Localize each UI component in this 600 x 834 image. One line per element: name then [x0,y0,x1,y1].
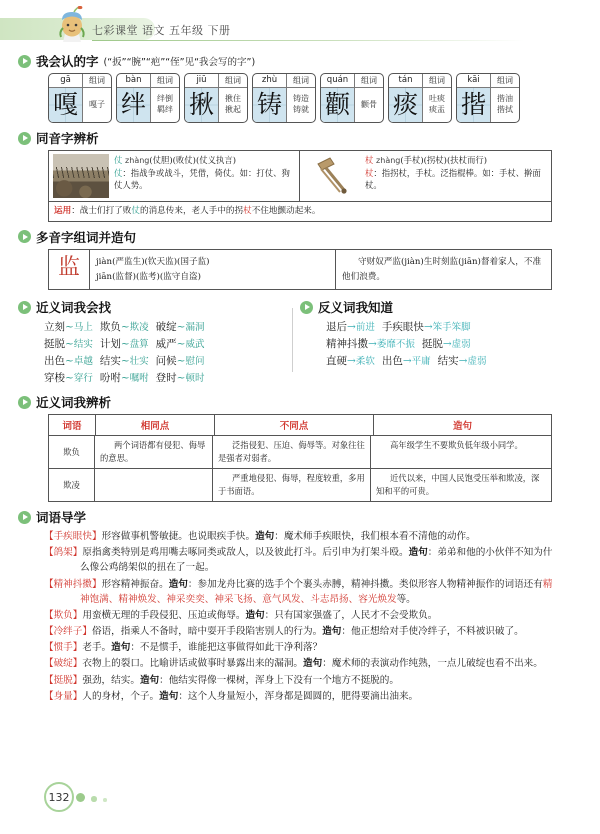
word-a: 退后 [326,321,347,334]
word-b: 壮实 [129,356,149,368]
word-pair [438,353,487,370]
usage-fragment: 不住地颤动起来。 [251,206,321,216]
word-pair [44,336,93,353]
vocabulary-term: 【欺负】 [44,609,83,621]
vocabulary-definition: 人的身材，个子。 [82,690,160,702]
usage-fragment: 杖 [243,206,252,216]
decor-dot-small [103,798,107,802]
character-word: 绊倒 [157,94,173,104]
section-title: 近义词我会找 [36,300,112,316]
section-heading [18,228,600,246]
character-card [116,73,180,123]
word-a: 精神抖擞 [326,338,368,351]
card-character: 铸 [253,88,287,122]
vocabulary-extra-suffix: 等。 [396,593,416,605]
usage-row [49,202,551,221]
word-pair [100,319,149,336]
crutch-photo [304,154,360,198]
vocabulary-sentence: ：魔术师手疾眼快，我们根本看不清他的动作。 [274,531,476,543]
character-card [320,73,384,123]
card-zuci-label: 组词 [89,76,105,85]
vocabulary-entry [44,545,556,575]
card-zuci-label: 组词 [293,76,309,85]
card-zuci-label: 组词 [225,76,241,85]
word-a: 挺脱 [421,338,443,351]
word-b: 威武 [185,339,205,351]
word-pair [100,353,149,370]
card-top [389,74,451,88]
word-a: 手疾眼快 [381,321,424,334]
card-pinyin: zhù [253,74,287,87]
zaoju-label: 造句 [111,642,131,654]
word-pair-line [326,336,586,353]
character-word: 揩油 [497,94,513,104]
section-heading [18,129,600,147]
card-character: 绊 [117,88,151,122]
tilde-connector: ~ [65,338,74,351]
battlefield-photo [53,154,109,198]
word-pair [100,370,149,387]
character-word: 铸就 [293,105,309,114]
vocabulary-definition: 形容做事机警敏捷。也说眼疾手快。 [101,531,256,543]
character-word: 羁绊 [157,105,173,114]
card-pinyin: jiū [185,74,219,87]
character-card-row [48,73,600,123]
word-b: 穿行 [73,373,93,385]
homophone-cell-right [300,151,551,201]
vocabulary-list [44,529,556,704]
character-word: 嘎子 [89,99,105,109]
vocabulary-entry [44,577,556,607]
card-top [253,74,315,88]
character-word: 吐痰 [429,94,445,104]
section-antonyms [300,292,586,387]
column-header-same: 相同点 [96,415,215,435]
word-pair-line [44,353,300,370]
vocabulary-term: 【挺脱】 [44,674,83,686]
zaoju-label: 造句 [245,609,265,621]
section-title: 我会认的字 [36,54,99,69]
arrow-connector: → [442,338,452,351]
card-words [355,88,383,122]
analysis-sentence: 高年级学生不要欺负低年级小同学。 [390,440,523,451]
vocabulary-term: 【身量】 [44,690,83,702]
synonym-list [44,319,300,387]
tilde-connector: ~ [176,355,186,368]
character-card [252,73,316,123]
tilde-connector: ~ [65,321,74,334]
card-words [423,88,451,122]
card-top [321,74,383,88]
character-word: 揪起 [225,105,241,114]
word-a: 问候 [155,355,177,368]
card-words [219,88,247,122]
homophone-right-char-2: 杖 [365,167,374,178]
section-heading [18,298,300,316]
tilde-connector: ~ [65,372,74,385]
vocabulary-sentence: ：弟弟和他的小伙伴不知为什么像公鸡鹐架似的扭在了一起。 [80,547,553,574]
word-b: 结实 [73,339,93,351]
section-homophone [0,129,600,222]
idiom-separator: 、 [252,593,263,605]
vocabulary-sentence: ：他结实得像一棵树，浑身上下没有一个地方不挺脱的。 [159,674,399,686]
play-bullet-icon [18,55,31,68]
analysis-table [48,414,552,502]
word-b: 马上 [73,322,93,334]
polyphone-reading: jiān(监督)(监考)(监守自盗) [96,271,201,282]
arrow-connector: → [402,355,412,368]
homophone-left-char: 仗 [114,155,123,165]
card-zuci-label: 组词 [361,76,377,85]
homophone-left-pinyin: zhàng [125,156,150,165]
vocabulary-term: 【冷绊子】 [44,626,92,638]
decor-dot-medium [91,796,97,802]
table-row [49,436,551,469]
card-bottom [321,88,383,122]
homophone-right-explain: ：指拐杖，手杖。泛指棍棒。如：手杖、擀面杖。 [365,167,541,190]
vocabulary-definition: 强劲，结实。 [82,674,140,686]
column-divider [292,308,293,372]
related-idiom: 意气风发 [262,593,301,605]
play-bullet-icon [18,396,31,409]
vocabulary-term: 【手疾眼快】 [44,531,102,543]
section-title: 词语导学 [36,510,87,526]
card-bottom [253,88,315,122]
card-pinyin: bàn [117,74,151,87]
polyphone-reading: jiàn(严监生)(钦天监)(国子监) [96,256,210,267]
card-character: 揩 [457,88,491,122]
card-words [287,88,315,122]
vocabulary-term: 【惯手】 [44,642,83,654]
analysis-difference: 严重地侵犯、侮辱，程度较重，多用于书面语。 [213,469,371,501]
header-divider [92,40,524,41]
card-character: 颧 [321,88,355,122]
word-a: 穿梭 [44,372,65,385]
vocabulary-entry [44,673,556,688]
vocabulary-definition: 原指禽类特别是鸡用嘴去啄同类或敌人，以及彼此打斗。后引申为打架斗殴。 [82,547,409,559]
word-pair-line [326,319,586,336]
word-b: 欺凌 [129,322,149,334]
zaoju-label: 造句 [159,690,179,702]
word-a: 直硬 [326,355,347,368]
homophone-right-char: 杖 [365,155,374,165]
word-b: 慰问 [185,356,205,368]
card-words [151,88,179,122]
character-word: 揩拭 [497,105,513,114]
card-pinyin: gā [49,74,83,87]
tilde-connector: ~ [120,338,130,351]
page-number: 132 [44,782,74,812]
vocabulary-sentence: ：他正想给对手使冷绊子，不料被识破了。 [341,626,524,638]
homophone-right-text [365,154,547,198]
vocabulary-entry [44,640,556,655]
vocabulary-entry [44,689,556,704]
vocabulary-sentence: ：只有国家强盛了，人民才不会受欺负。 [264,609,438,621]
word-a: 结实 [437,355,459,368]
word-pair-line [326,353,586,370]
word-b: 前进 [355,322,375,334]
card-character: 嘎 [49,88,83,122]
homophone-right-pinyin: zhàng [376,156,401,165]
homophone-left-words: (仗胆)(败仗)(仗义执言) [149,155,236,165]
word-pair [422,336,471,353]
word-pair [382,353,431,370]
vocabulary-sentence: ：魔术师的表演动作纯熟，一点儿破绽也看不出来。 [322,658,543,670]
card-words [83,88,111,122]
word-a: 欺负 [99,321,121,334]
play-bullet-icon [18,301,31,314]
homophone-left-text [114,154,295,198]
character-card [48,73,112,123]
zaoju-label: 造句 [255,531,275,543]
tilde-connector: ~ [120,372,130,385]
card-pinyin: tán [389,74,423,87]
vocabulary-sentence: ：不是惯手，谁能把这事做得如此干净利落？ [130,642,323,654]
idiom-separator: 、 [300,593,311,605]
play-bullet-icon [18,230,31,243]
word-b: 虚弱 [451,339,471,351]
vocabulary-definition: 形容精神振奋。 [101,578,169,590]
decor-dot-large [76,793,85,802]
polyphone-readings [90,250,336,289]
word-b: 漏洞 [185,322,205,334]
homophone-left-explain: ：指战争或战斗，凭借，倚仗。如：打仗、狗仗人势。 [114,167,290,190]
play-bullet-icon [18,511,31,524]
character-card [456,73,520,123]
homophone-right-words: (手杖)(拐杖)(扶杖而行) [400,155,487,165]
character-word: 颧骨 [361,99,377,109]
vocabulary-term: 【精神抖擞】 [44,578,102,590]
section-title: 近义词我辨析 [36,395,112,411]
arrow-connector: → [347,355,356,368]
related-idiom: 精神焕发 [118,593,157,605]
header-title: 七彩课堂 语文 五年级 下册 [92,24,231,37]
tilde-connector: ~ [176,372,186,385]
word-pair [326,353,375,370]
section-heading [18,393,600,411]
word-b: 柔软 [355,356,375,368]
character-word: 揪住 [225,94,241,104]
word-b: 平庸 [411,356,431,368]
word-a: 破绽 [155,321,177,334]
card-zuci-label: 组词 [429,76,445,85]
vocabulary-term: 【鸽架】 [44,547,83,559]
usage-fragment: 仗 [131,206,140,216]
tilde-connector: ~ [176,321,186,334]
character-card [388,73,452,123]
idiom-separator: 、 [108,593,119,605]
table-header-row [49,415,551,436]
usage-fragment: ：战士们打了败 [71,206,132,216]
card-bottom [49,88,111,122]
vocabulary-definition: 老手。 [82,642,112,654]
character-word: 痰盂 [429,105,445,114]
word-a: 吩咐 [99,372,121,385]
antonym-list [326,319,586,370]
section-note: (“扳”“腕”“疤”“侄”见“我会写的字”) [103,57,256,68]
word-pair [156,370,205,387]
related-idiom: 神采飞扬 [214,593,253,605]
page-footer [0,780,600,820]
vocabulary-entry [44,624,556,639]
vocabulary-entry [44,656,556,671]
card-bottom [389,88,451,122]
card-pinyin: quán [321,74,355,87]
word-b: 顿时 [185,373,205,385]
page-header [0,0,600,46]
section-title: 反义词我知道 [318,300,394,316]
word-a: 计划 [99,338,121,351]
card-top [117,74,179,88]
card-zuci-label: 组词 [157,76,173,85]
related-idiom: 斗志昂扬 [310,593,349,605]
idiom-separator: 、 [204,593,215,605]
word-a: 出色 [381,355,403,368]
section-vocabulary-guide [0,508,600,704]
word-b: 嘱咐 [129,373,149,385]
usage-fragment: 的消息传来，老人手中的拐 [139,206,244,216]
vocabulary-definition: 衣物上的裂口。比喻讲话或做事时暴露出来的漏洞。 [82,658,304,670]
zaoju-label: 造句 [408,547,428,559]
section-polyphone [0,228,600,290]
analysis-word: 欺凌 [49,469,95,501]
word-pair [156,353,205,370]
related-idiom: 容光焕发 [358,593,397,605]
tilde-connector: ~ [120,321,130,334]
word-b: 盘算 [129,339,149,351]
zaoju-label: 造句 [168,578,188,590]
word-b: 笨手笨脚 [432,322,471,334]
vocabulary-definition: 用蛮横无理的手段侵犯、压迫或侮辱。 [82,609,246,621]
card-words [491,88,519,122]
usage-label: 运用 [54,206,72,216]
card-zuci-label: 组词 [497,76,513,85]
analysis-sentence: 近代以来，中国人民饱受压举和欺凌，深知和平的可贵。 [376,473,540,496]
word-a: 登时 [155,372,177,385]
word-pair [100,336,149,353]
zaoju-label: 造句 [139,674,160,686]
vocabulary-sentence: ：这个人身量短小，浑身都是圆圆的，肥得要滴出油来。 [178,690,419,702]
table-row [49,151,551,202]
arrow-connector: → [423,321,433,334]
section-title: 多音字组词并造句 [36,229,137,245]
homophone-cell-left [49,151,300,201]
related-idiom: 精神饱满 [80,578,553,605]
related-idiom: 神采奕奕 [166,593,205,605]
tilde-connector: ~ [120,355,130,368]
section-word-analysis [0,393,600,502]
homophone-table [48,150,552,222]
analysis-same-point-spacer [95,469,213,501]
crutch-icon [304,154,360,198]
word-pair [44,370,93,387]
word-a: 结实 [99,355,121,368]
word-a: 立刻 [44,321,65,334]
word-pair [326,319,375,336]
card-character: 揪 [185,88,219,122]
polyphone-table [48,249,552,290]
section-heading [300,298,586,316]
table-row [49,469,551,501]
zaoju-label: 造句 [322,626,342,638]
section-heading [18,508,600,526]
vocabulary-term: 【破绽】 [44,658,83,670]
word-b: 虚弱 [467,356,487,368]
homophone-left-char-2: 仗 [114,167,123,178]
card-bottom [185,88,247,122]
tilde-connector: ~ [65,355,74,368]
polyphone-char: 监 [49,250,90,289]
analysis-word: 欺负 [49,436,95,468]
column-header-sentence: 造句 [452,421,472,433]
word-pair [326,336,415,353]
word-b: 卓越 [73,356,93,368]
word-a: 出色 [44,355,65,368]
word-pair [156,336,205,353]
arrow-connector: → [458,355,468,368]
column-header-diff: 不同点 [215,415,374,435]
polyphone-sentence: 守财奴严监(jiàn)生时刻监(jiān)督着家人，不准他们浪费。 [342,256,542,282]
card-top [457,74,519,88]
section-synonyms [0,292,300,387]
play-bullet-icon [300,301,313,314]
word-pair-line [44,370,300,387]
word-a: 挺脱 [44,338,65,351]
section-recognize-chars [0,52,600,123]
synonym-antonym-row [0,292,600,387]
arrow-connector: → [347,321,356,334]
vocabulary-definition: 俗语，指乘人不备时，暗中耍开手段陷害别人的行为。 [91,626,323,638]
arrow-connector: → [368,338,377,351]
section-heading [18,52,600,70]
word-pair [156,319,205,336]
vocabulary-entry [44,608,556,623]
usage-sentence [71,206,320,216]
idiom-separator: 、 [156,593,167,605]
character-word: 铸造 [293,94,309,104]
section-title: 同音字辨析 [36,131,99,146]
word-pair-line [44,319,300,336]
word-pair [44,319,93,336]
card-character: 痰 [389,88,423,122]
word-pair-line [44,336,300,353]
character-card [184,73,248,123]
word-a: 威严 [155,338,177,351]
table-row [49,250,551,289]
vocabulary-extra-prefix: 类似形容人物精神振作的词语还有 [398,578,543,590]
analysis-difference: 泛指侵犯、压迫、侮辱等。对象往往是强者对弱者。 [213,436,371,468]
card-top [49,74,111,88]
card-bottom [457,88,519,122]
word-pair [44,353,93,370]
play-bullet-icon [18,132,31,145]
card-pinyin: kāi [457,74,491,87]
idiom-separator: 、 [348,593,359,605]
card-bottom [117,88,179,122]
vocabulary-sentence: ：参加龙舟比赛的选手个个裹头赤膊，精神抖擞。 [187,578,399,590]
analysis-same-point: 两个词语都有侵犯、侮辱的意思。 [95,436,213,468]
word-pair [382,319,471,336]
word-b: 萎靡不振 [376,339,415,351]
mascot-icon [52,6,92,44]
vocabulary-entry [44,529,556,544]
tilde-connector: ~ [176,338,186,351]
zaoju-label: 造句 [303,658,323,670]
card-top [185,74,247,88]
column-header-word: 词语 [49,415,96,435]
